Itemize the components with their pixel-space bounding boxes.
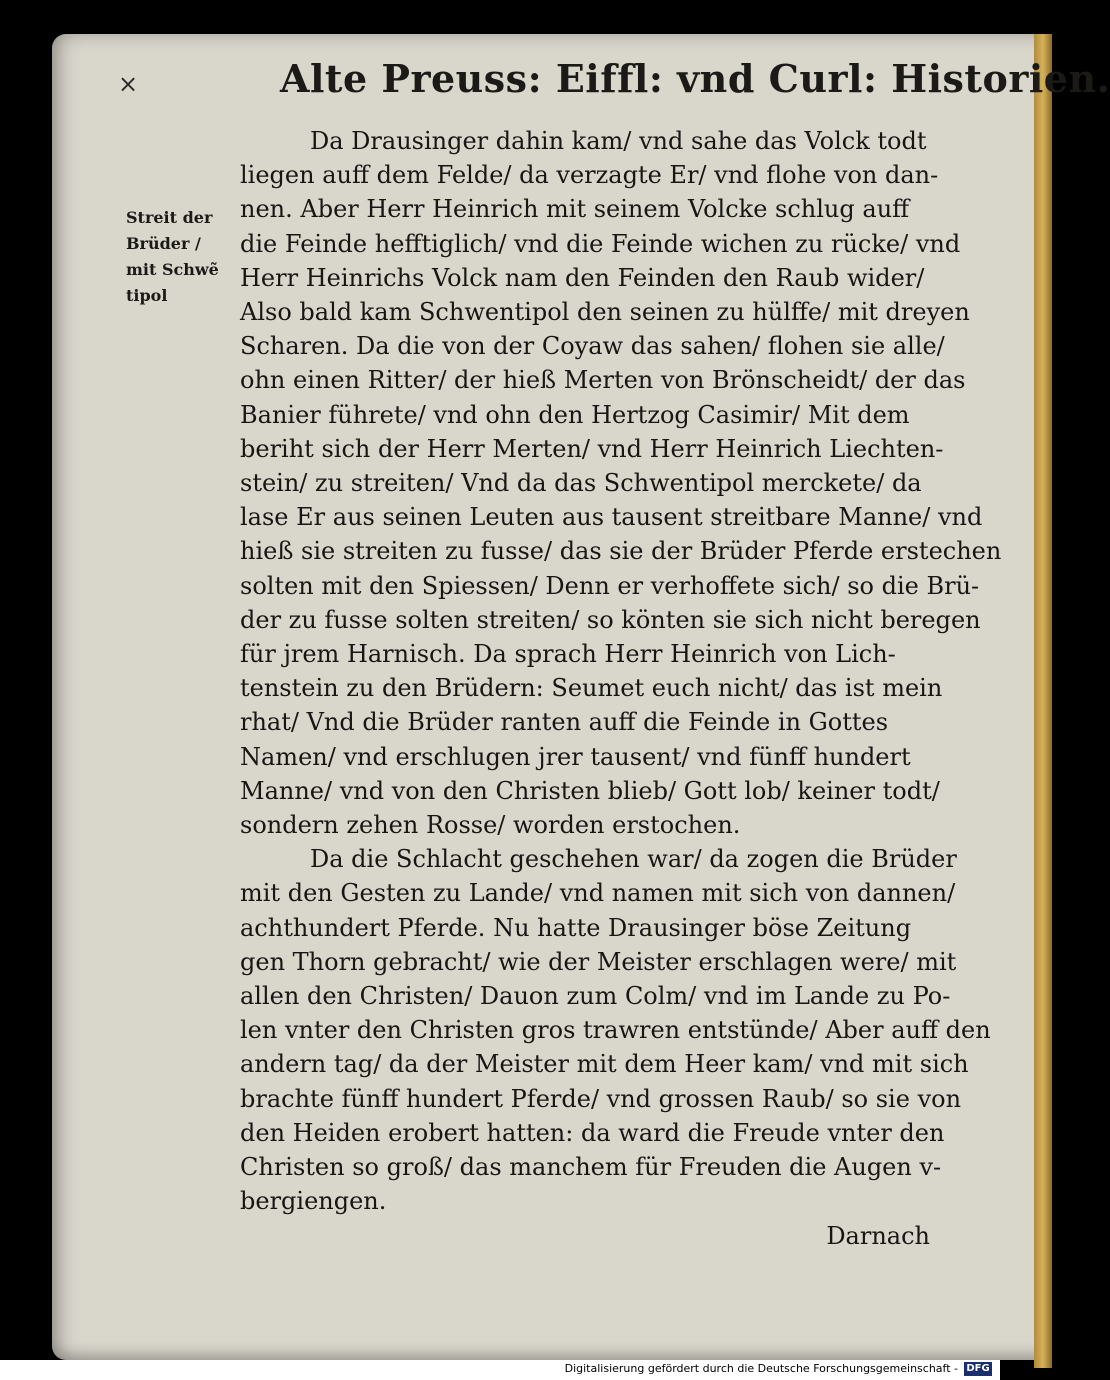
text-line: mit den Gesten zu Lande/ vnd namen mit sich von dannen/ [240,879,956,908]
text-line: bergiengen. [240,1187,387,1216]
text-line: Manne/ vnd von den Christen blieb/ Gott lob/ keiner todt/ [240,776,940,805]
text-line: brachte fünff hundert Pferde/ vnd grossen Raub/ so sie von [240,1084,962,1113]
text-line: len vnter den Christen gros trawren entstünde/ Aber auff den [240,1016,991,1045]
text-line: hieß sie streiten zu fusse/ das sie der Brüder Pferde erstechen [240,537,1002,566]
text-line: gen Thorn gebracht/ wie der Meister erschlagen were/ mit [240,947,957,976]
text-line: nen. Aber Herr Heinrich mit seinem Volcke schlug auff [240,195,910,224]
text-line: Also bald kam Schwentipol den seinen zu hülffe/ mit dreyen [240,298,970,327]
page-number: × [118,70,139,98]
gilt-page-edge [1034,34,1052,1368]
text-line: liegen auff dem Felde/ da verzagte Er/ vnd flohe von dan- [240,161,939,190]
text-line: andern tag/ da der Meister mit dem Heer kam/ vnd mit sich [240,1050,969,1079]
text-line: Namen/ vnd erschlugen jrer tausent/ vnd fünff hundert [240,742,911,771]
marginal-note-line: Streit der [126,208,213,227]
text-line: die Feinde hefftiglich/ vnd die Feinde wichen zu rücke/ vnd [240,229,961,258]
funding-credit: Digitalisierung gefördert durch die Deutsche Forschungsgemeinschaft - [564,1362,958,1375]
text-line: allen den Christen/ Dauon zum Colm/ vnd im Lande zu Po- [240,982,951,1011]
text-line: Herr Heinrichs Volck nam den Feinden den Raub wider/ [240,263,925,292]
text-line: stein/ zu streiten/ Vnd da das Schwentipol merckete/ da [240,469,922,498]
marginal-note-line: Brüder / [126,234,201,253]
text-line: der zu fusse solten streiten/ so könten sie sich nicht beregen [240,605,981,634]
text-line: lase Er aus seinen Leuten aus tausent streitbare Manne/ vnd [240,503,983,532]
body-text [240,124,1002,1253]
text-line: Da Drausinger dahin kam/ vnd sahe das Volck todt [310,127,927,155]
dfg-logo: DFG [964,1362,992,1376]
text-line: achthundert Pferde. Nu hatte Drausinger böse Zeitung [240,913,912,942]
text-line: sondern zehen Rosse/ worden erstochen. [240,811,741,840]
text-line: für jrem Harnisch. Da sprach Herr Heinrich von Lich- [240,640,896,669]
text-line: Da die Schlacht geschehen war/ da zogen die Brüder [310,845,957,874]
text-line: ohn einen Ritter/ der hieß Merten von Brönscheidt/ der das [240,366,966,395]
text-line: den Heiden erobert hatten: da ward die Freude vnter den [240,1118,945,1147]
text-line: solten mit den Spiessen/ Denn er verhoffete sich/ so die Brü- [240,571,980,600]
running-header: Alte Preuss: Eiffl: vnd Curl: Historien. [280,56,1110,101]
marginal-note-line: tipol [126,286,168,305]
text-line: Banier führete/ vnd ohn den Hertzog Casimir/ Mit dem [240,400,910,429]
text-line: Scharen. Da die von der Coyaw das sahen/ flohen sie alle/ [240,332,945,361]
text-line: Christen so groß/ das manchem für Freuden die Augen v- [240,1153,942,1182]
text-line: beriht sich der Herr Merten/ vnd Herr Heinrich Liechten- [240,434,944,463]
catchword: Darnach [826,1221,930,1250]
marginal-note [126,205,236,309]
text-line: tenstein zu den Brüdern: Seumet euch nicht/ das ist mein [240,674,943,703]
marginal-note-line: mit Schwẽ [126,260,219,279]
text-line: rhat/ Vnd die Brüder ranten auff die Feinde in Gottes [240,708,889,737]
